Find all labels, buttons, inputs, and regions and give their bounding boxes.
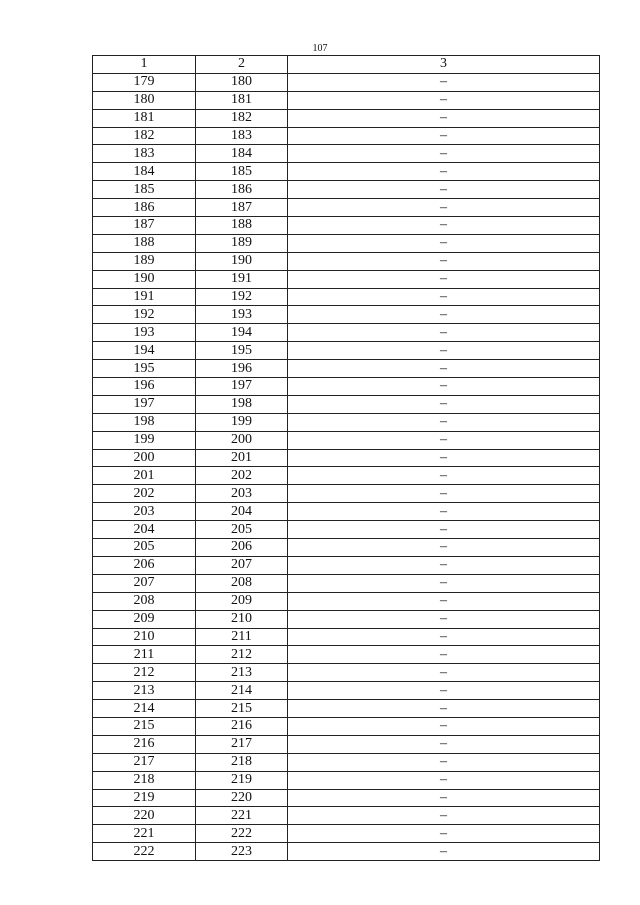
table-cell-col-3: –: [288, 539, 600, 557]
table-cell-col-2: 222: [196, 825, 288, 843]
table-cell-col-3: –: [288, 217, 600, 235]
table-cell-col-1: 222: [93, 843, 196, 861]
table-cell-col-2: 205: [196, 521, 288, 539]
table-cell-col-3: –: [288, 360, 600, 378]
table-row: [93, 503, 600, 521]
table-row: [93, 395, 600, 413]
table-cell-col-2: 197: [196, 378, 288, 396]
table-row: [93, 574, 600, 592]
table-cell-col-2: 194: [196, 324, 288, 342]
table-cell-col-3: –: [288, 109, 600, 127]
table-cell-col-3: –: [288, 181, 600, 199]
table-cell-col-1: 183: [93, 145, 196, 163]
table-cell-col-1: 190: [93, 270, 196, 288]
table-cell-col-3: –: [288, 73, 600, 91]
table-cell-col-1: 199: [93, 431, 196, 449]
table-cell-col-1: 192: [93, 306, 196, 324]
table-cell-col-1: 180: [93, 91, 196, 109]
table-cell-col-1: 208: [93, 592, 196, 610]
table-row: [93, 628, 600, 646]
table-cell-col-1: 209: [93, 610, 196, 628]
table-cell-col-2: 199: [196, 413, 288, 431]
table-cell-col-2: 202: [196, 467, 288, 485]
table-cell-col-1: 216: [93, 735, 196, 753]
table-cell-col-1: 189: [93, 252, 196, 270]
table-cell-col-3: –: [288, 199, 600, 217]
table-cell-col-1: 200: [93, 449, 196, 467]
table-cell-col-3: –: [288, 324, 600, 342]
table-row: [93, 717, 600, 735]
table-row: [93, 825, 600, 843]
page-number: 107: [312, 43, 328, 54]
table-row: [93, 700, 600, 718]
table-cell-col-3: –: [288, 682, 600, 700]
table-cell-col-3: –: [288, 467, 600, 485]
table-cell-col-2: 223: [196, 843, 288, 861]
table-cell-col-1: 188: [93, 234, 196, 252]
table-cell-col-2: 185: [196, 163, 288, 181]
table-cell-col-3: –: [288, 628, 600, 646]
table-cell-col-2: 191: [196, 270, 288, 288]
table-cell-col-3: –: [288, 234, 600, 252]
table-cell-col-2: 209: [196, 592, 288, 610]
table-row: [93, 485, 600, 503]
table-cell-col-1: 198: [93, 413, 196, 431]
table-cell-col-1: 213: [93, 682, 196, 700]
table-cell-col-2: 217: [196, 735, 288, 753]
table-row: [93, 181, 600, 199]
table-row: [93, 789, 600, 807]
table-cell-col-2: 221: [196, 807, 288, 825]
table-cell-col-3: –: [288, 145, 600, 163]
table-row: [93, 127, 600, 145]
table-cell-col-2: 193: [196, 306, 288, 324]
table-cell-col-3: –: [288, 843, 600, 861]
table-cell-col-2: 216: [196, 717, 288, 735]
table-cell-col-3: –: [288, 574, 600, 592]
table-cell-col-3: –: [288, 753, 600, 771]
table-cell-col-2: 186: [196, 181, 288, 199]
table-row: [93, 91, 600, 109]
table-cell-col-3: –: [288, 521, 600, 539]
table-cell-col-1: 202: [93, 485, 196, 503]
table-row: [93, 109, 600, 127]
table-cell-col-3: –: [288, 342, 600, 360]
table-row: [93, 270, 600, 288]
table-cell-col-2: 192: [196, 288, 288, 306]
table-row: [93, 306, 600, 324]
table-row: [93, 217, 600, 235]
data-table: [92, 55, 600, 861]
table-row: [93, 592, 600, 610]
table-cell-col-2: 210: [196, 610, 288, 628]
table-cell-col-2: 219: [196, 771, 288, 789]
table-cell-col-1: 201: [93, 467, 196, 485]
table-cell-col-3: –: [288, 449, 600, 467]
table-row: [93, 378, 600, 396]
table-cell-col-2: 218: [196, 753, 288, 771]
table-row: [93, 431, 600, 449]
table-cell-col-3: –: [288, 127, 600, 145]
table-cell-col-3: –: [288, 503, 600, 521]
table-cell-col-2: 220: [196, 789, 288, 807]
table-row: [93, 163, 600, 181]
table-cell-col-3: –: [288, 431, 600, 449]
table-cell-col-3: –: [288, 288, 600, 306]
table-row: [93, 771, 600, 789]
table-cell-col-2: 180: [196, 73, 288, 91]
table-cell-col-1: 220: [93, 807, 196, 825]
table-cell-col-3: –: [288, 825, 600, 843]
table-cell-col-3: –: [288, 700, 600, 718]
table-cell-col-1: 195: [93, 360, 196, 378]
table-row: [93, 682, 600, 700]
table-cell-col-2: 206: [196, 539, 288, 557]
table-cell-col-3: –: [288, 163, 600, 181]
table-row: [93, 199, 600, 217]
table-cell-col-2: 195: [196, 342, 288, 360]
table-cell-col-3: –: [288, 378, 600, 396]
table-row: [93, 73, 600, 91]
table-cell-col-3: –: [288, 610, 600, 628]
table-cell-col-1: 203: [93, 503, 196, 521]
table-row: [93, 360, 600, 378]
table-cell-col-3: –: [288, 664, 600, 682]
table-cell-col-1: 196: [93, 378, 196, 396]
table-header-row: [93, 56, 600, 74]
table-cell-col-1: 219: [93, 789, 196, 807]
table-row: [93, 234, 600, 252]
table-cell-col-1: 218: [93, 771, 196, 789]
table-cell-col-3: –: [288, 556, 600, 574]
table-cell-col-1: 212: [93, 664, 196, 682]
table-cell-col-2: 213: [196, 664, 288, 682]
table-cell-col-3: –: [288, 252, 600, 270]
table-cell-col-2: 207: [196, 556, 288, 574]
table-cell-col-1: 214: [93, 700, 196, 718]
table-cell-col-2: 181: [196, 91, 288, 109]
table-cell-col-3: –: [288, 413, 600, 431]
table-row: [93, 342, 600, 360]
table-cell-col-2: 201: [196, 449, 288, 467]
table-cell-col-1: 187: [93, 217, 196, 235]
table-cell-col-1: 193: [93, 324, 196, 342]
table-row: [93, 753, 600, 771]
table-cell-col-1: 182: [93, 127, 196, 145]
table-cell-col-1: 211: [93, 646, 196, 664]
table-cell-col-2: 196: [196, 360, 288, 378]
table-row: [93, 467, 600, 485]
table-cell-col-2: 203: [196, 485, 288, 503]
table-cell-col-1: 184: [93, 163, 196, 181]
table-row: [93, 610, 600, 628]
table-row: [93, 807, 600, 825]
table-cell-col-3: –: [288, 646, 600, 664]
table-row: [93, 664, 600, 682]
table-row: [93, 646, 600, 664]
table-cell-col-3: –: [288, 91, 600, 109]
table-row: [93, 252, 600, 270]
table-body: [93, 73, 600, 860]
table-row: [93, 413, 600, 431]
table-cell-col-1: 179: [93, 73, 196, 91]
table-cell-col-1: 221: [93, 825, 196, 843]
table-cell-col-2: 183: [196, 127, 288, 145]
table-cell-col-1: 197: [93, 395, 196, 413]
table-cell-col-2: 190: [196, 252, 288, 270]
table-row: [93, 449, 600, 467]
table-cell-col-3: –: [288, 485, 600, 503]
table-cell-col-2: 198: [196, 395, 288, 413]
table-cell-col-3: –: [288, 270, 600, 288]
table-row: [93, 843, 600, 861]
table-cell-col-3: –: [288, 735, 600, 753]
table-cell-col-1: 215: [93, 717, 196, 735]
table-cell-col-3: –: [288, 717, 600, 735]
column-header-3: 3: [288, 56, 600, 74]
table-cell-col-2: 204: [196, 503, 288, 521]
table-row: [93, 288, 600, 306]
table-cell-col-1: 210: [93, 628, 196, 646]
table-row: [93, 556, 600, 574]
table-row: [93, 539, 600, 557]
table-cell-col-2: 184: [196, 145, 288, 163]
column-header-1: 1: [93, 56, 196, 74]
table-cell-col-2: 214: [196, 682, 288, 700]
table-cell-col-3: –: [288, 807, 600, 825]
table-cell-col-3: –: [288, 395, 600, 413]
table-row: [93, 735, 600, 753]
table-cell-col-1: 191: [93, 288, 196, 306]
table-cell-col-1: 185: [93, 181, 196, 199]
table-cell-col-2: 188: [196, 217, 288, 235]
table-cell-col-1: 186: [93, 199, 196, 217]
table-cell-col-1: 217: [93, 753, 196, 771]
table-cell-col-2: 182: [196, 109, 288, 127]
table-cell-col-1: 194: [93, 342, 196, 360]
table-cell-col-2: 189: [196, 234, 288, 252]
table-cell-col-1: 206: [93, 556, 196, 574]
table-cell-col-3: –: [288, 306, 600, 324]
table-row: [93, 145, 600, 163]
table-cell-col-3: –: [288, 592, 600, 610]
table-cell-col-1: 204: [93, 521, 196, 539]
column-header-2: 2: [196, 56, 288, 74]
table-cell-col-1: 205: [93, 539, 196, 557]
table-cell-col-2: 200: [196, 431, 288, 449]
table-cell-col-3: –: [288, 771, 600, 789]
table-row: [93, 324, 600, 342]
table-cell-col-2: 212: [196, 646, 288, 664]
table-cell-col-3: –: [288, 789, 600, 807]
table-cell-col-2: 211: [196, 628, 288, 646]
table-cell-col-2: 208: [196, 574, 288, 592]
table-cell-col-1: 181: [93, 109, 196, 127]
table-row: [93, 521, 600, 539]
table-cell-col-2: 187: [196, 199, 288, 217]
table-cell-col-1: 207: [93, 574, 196, 592]
table-cell-col-2: 215: [196, 700, 288, 718]
